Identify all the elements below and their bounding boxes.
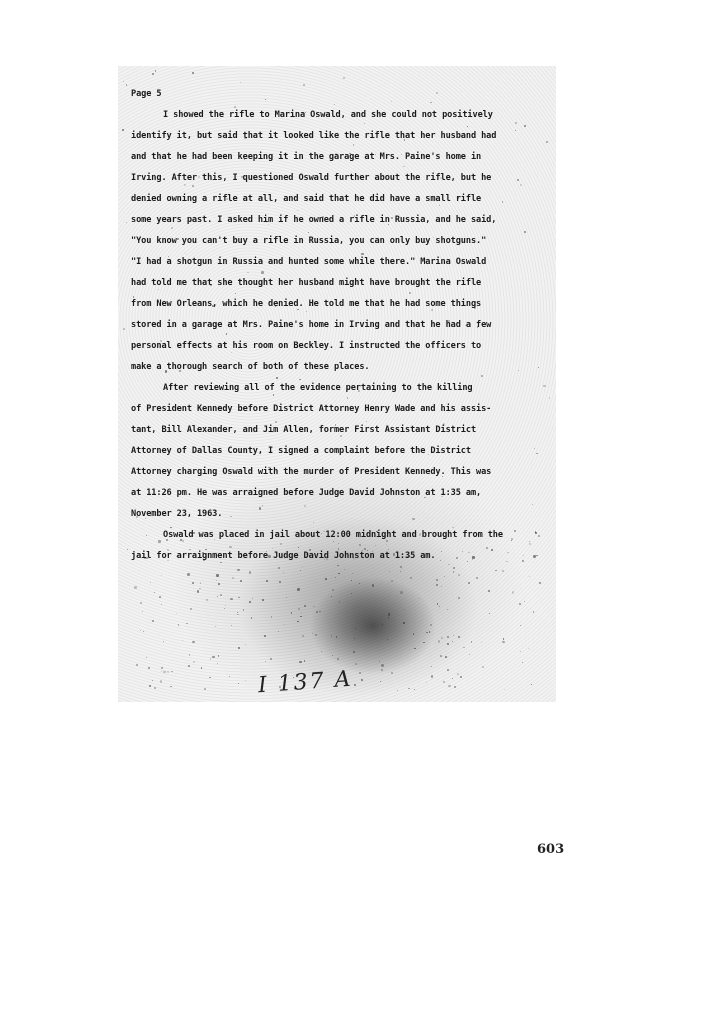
scan-speck [419, 598, 420, 599]
text-line: jail for arraignment before Judge David Johnston at 1:35 am. [131, 551, 436, 561]
scan-speck [355, 663, 357, 665]
scan-speck [355, 628, 356, 629]
scan-speck [359, 583, 360, 584]
scan-speck [463, 647, 464, 648]
scan-speck [300, 616, 301, 617]
scan-speck [431, 675, 433, 677]
scan-speck [216, 574, 218, 576]
scan-speck [380, 681, 381, 682]
scan-speck [468, 582, 470, 584]
scan-speck [495, 570, 497, 572]
scan-speck [447, 643, 449, 645]
scan-speck [502, 641, 504, 643]
scan-speck [225, 605, 226, 606]
scan-speck [440, 655, 442, 657]
scan-speck [229, 676, 230, 677]
paragraph-1 [131, 105, 531, 378]
scan-speck [538, 535, 540, 537]
scan-speck [535, 532, 537, 534]
text-line: stored in a garage at Mrs. Paine's home in Irving and that he had a few [131, 320, 492, 330]
scan-speck [204, 688, 206, 690]
scan-speck [457, 673, 458, 674]
text-line: from New Orleans, which he denied. He told me that he had some things [131, 299, 482, 309]
scan-speck [543, 385, 545, 387]
scan-speck [549, 397, 550, 398]
scan-speck [531, 684, 532, 685]
scan-speck [278, 631, 279, 632]
paragraph-3 [131, 525, 531, 567]
scan-speck [546, 141, 548, 143]
text-line: identify it, but said that it looked like the rifle that her husband had [131, 131, 497, 141]
scan-speck [482, 666, 484, 668]
page-label: Page 5 [131, 89, 162, 99]
scan-speck [192, 72, 194, 74]
scan-speck [245, 644, 246, 645]
scan-speck [397, 690, 398, 691]
scan-speck [444, 576, 445, 577]
scan-speck [372, 584, 374, 586]
text-line: denied owning a rifle at all, and said that he did have a small rifle [131, 194, 482, 204]
scan-speck [270, 658, 272, 660]
scan-speck [126, 222, 127, 223]
scan-speck [381, 664, 383, 666]
scan-speck [414, 648, 415, 649]
scan-speck [201, 667, 202, 668]
scan-speck [454, 686, 456, 688]
scan-speck [533, 555, 535, 557]
scan-speck [534, 448, 535, 449]
scan-speck [443, 681, 444, 682]
scan-speck [140, 602, 142, 604]
scan-speck [286, 597, 287, 598]
scan-speck [146, 657, 147, 658]
page-number: 603 [537, 842, 565, 857]
scan-speck [476, 577, 478, 579]
scan-speck [149, 685, 150, 686]
scan-speck [300, 570, 301, 571]
scan-speck [237, 614, 239, 616]
scan-speck [190, 608, 192, 610]
text-line: and that he had been keeping it in the garage at Mrs. Paine's home in [131, 152, 482, 162]
scan-speck [353, 651, 355, 653]
scan-speck [249, 601, 251, 603]
scan-speck [458, 574, 460, 576]
scan-speck [538, 367, 539, 368]
scan-speck [400, 591, 402, 593]
scan-speck [471, 641, 473, 643]
scan-speck [182, 640, 183, 641]
scan-speck [387, 639, 388, 640]
scan-speck [210, 658, 212, 660]
text-line: Irving. After this, I questioned Oswald further about the rifle, but he [131, 173, 492, 183]
document-body [131, 84, 531, 567]
scan-speck [316, 611, 318, 613]
scan-speck [238, 597, 239, 598]
scan-speck [206, 599, 207, 600]
scan-speck [249, 571, 251, 573]
scan-speck [359, 672, 361, 674]
scan-speck [152, 73, 154, 75]
scan-speck [504, 689, 505, 690]
text-line: November 23, 1963. [131, 509, 223, 519]
scan-speck [343, 77, 345, 79]
scan-speck [297, 588, 299, 590]
scan-speck [313, 606, 315, 608]
text-line: make a thorough search of both of these places. [131, 362, 370, 372]
scan-speck [388, 613, 390, 615]
scan-speck [187, 573, 189, 575]
scan-speck [220, 594, 222, 596]
scan-speck [447, 609, 448, 610]
handwritten-exhibit-mark: I 137 A [257, 666, 354, 699]
scan-speck [445, 656, 447, 658]
scan-speck [159, 596, 161, 598]
scan-speck [192, 582, 194, 584]
scan-speck [382, 624, 383, 625]
text-line: at 11:26 pm. He was arraigned before Judge David Johnston at 1:35 am, [131, 488, 482, 498]
scan-speck [529, 576, 530, 577]
scan-speck [488, 590, 490, 592]
scan-speck [216, 580, 217, 581]
text-line: Oswald was placed in jail about 12:00 midnight and brought from the [163, 530, 503, 540]
scan-speck [503, 638, 505, 640]
scan-speck [447, 636, 449, 638]
scan-speck [150, 582, 151, 583]
paragraph-2 [131, 378, 531, 525]
scan-speck [163, 671, 165, 673]
scan-speck [319, 611, 320, 612]
scan-speck [460, 676, 462, 678]
scan-speck [522, 662, 523, 663]
text-line: some years past. I asked him if he owned a rifle in Russia, and he said, [131, 215, 497, 225]
scan-speck [192, 641, 194, 643]
scan-speck [215, 626, 216, 627]
scan-speck [332, 589, 334, 591]
scan-speck [448, 685, 450, 687]
text-line: "You know you can't buy a rifle in Russia, you can only buy shotguns." [131, 236, 487, 246]
scan-speck [262, 599, 264, 601]
scan-speck [152, 620, 154, 622]
scan-speck [178, 624, 179, 625]
scan-speck [230, 598, 232, 600]
scan-speck [354, 684, 356, 686]
scan-speck [134, 586, 136, 588]
scan-speck [218, 583, 220, 585]
scan-speck [344, 569, 345, 570]
text-line: of President Kennedy before District Attorney Henry Wade and his assis- [131, 404, 492, 414]
scan-speck [154, 687, 156, 689]
scan-speck [136, 664, 138, 666]
scan-speck [453, 635, 454, 636]
scan-speck [279, 581, 280, 582]
text-line: personal effects at his room on Beckley. I instructed the officers to [131, 341, 482, 351]
scan-speck [520, 651, 521, 652]
scan-speck [161, 671, 162, 672]
text-line: Attorney charging Oswald with the murder of President Kennedy. This was [131, 467, 492, 477]
text-line: After reviewing all of the evidence pertaining to the killing [163, 383, 473, 393]
text-line: I showed the rifle to Marina Oswald, and she could not positively [163, 110, 493, 120]
scan-speck [458, 597, 460, 599]
scan-speck [301, 612, 302, 613]
text-line: Attorney of Dallas County, I signed a complaint before the District [131, 446, 471, 456]
scan-speck [438, 640, 440, 642]
text-line: had told me that she thought her husband might have brought the rifle [131, 278, 482, 288]
scan-speck [200, 582, 201, 583]
scan-speck [337, 658, 339, 660]
text-line: tant, Bill Alexander, and Jim Allen, former First Assistant District [131, 425, 477, 435]
text-line: "I had a shotgun in Russia and hunted some while there." Marina Oswald [131, 257, 487, 267]
scan-speck [512, 591, 514, 593]
scan-speck [217, 663, 218, 664]
scan-speck [197, 590, 199, 592]
scan-speck [539, 582, 541, 584]
scan-speck [264, 635, 266, 637]
scan-speck [441, 586, 442, 587]
scan-speck [199, 588, 200, 589]
